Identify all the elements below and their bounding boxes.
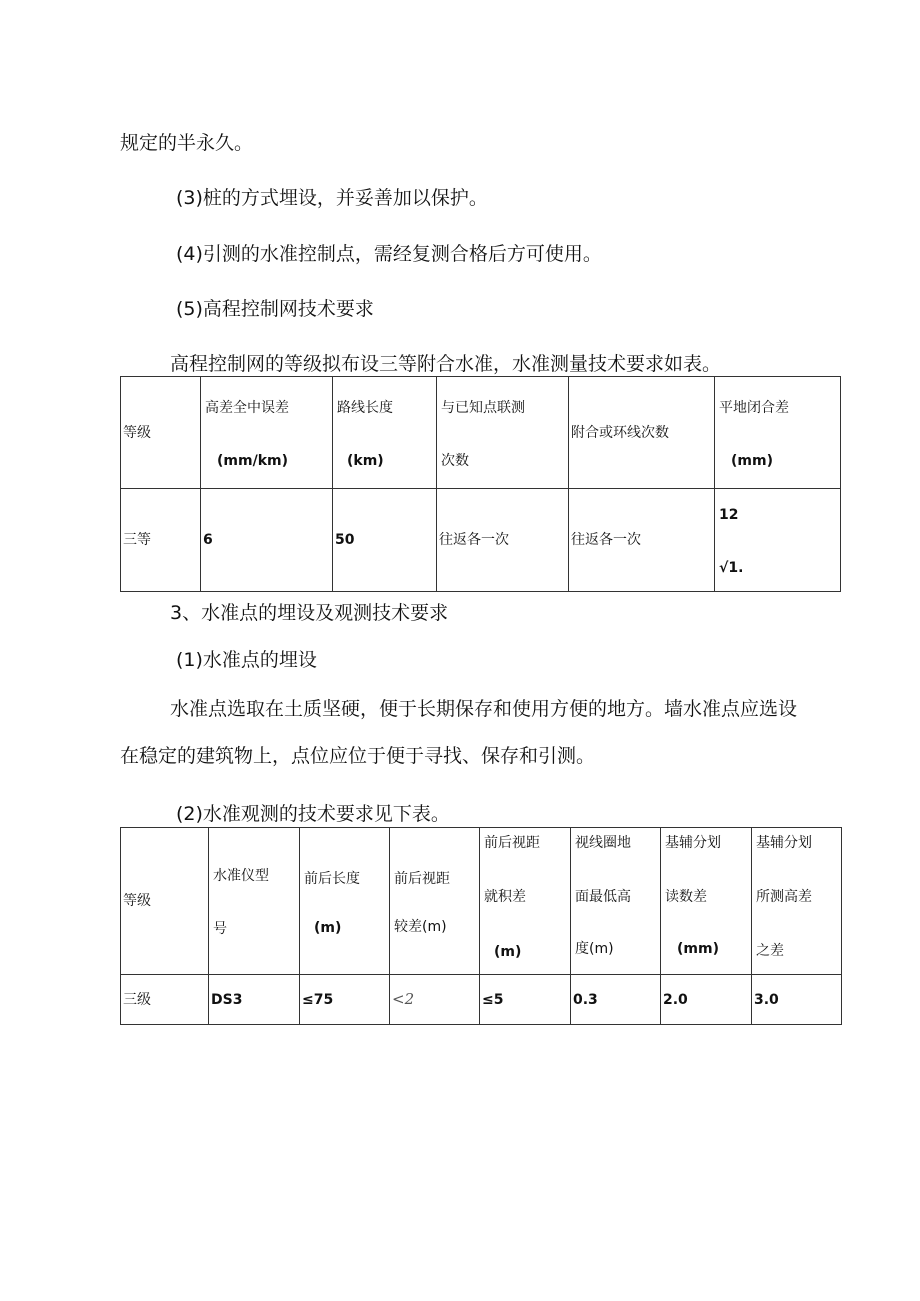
header-front-length: 前后长度 (m) [300,828,390,975]
table-row [121,975,842,1025]
cell-loop: 往返各一次 [569,489,715,592]
cell-sight: 0.3 [571,975,661,1025]
header-basic-reading: 基辅分划 读数差 (mm) [661,828,752,975]
table-header-row [121,828,842,975]
cell-basic: 2.0 [661,975,752,1025]
cell-error: 6 [201,489,333,592]
paragraph-benchmark-a: 水准点选取在土质坚硬，便于长期保存和使用方便的地方。墙水准点应选设 [170,698,798,720]
cell-accum: ≤5 [480,975,571,1025]
header-closure: 平地闭合差 (mm) [715,377,841,489]
cell-closure: 12 √1. [715,489,841,592]
paragraph-item-4: (4)引测的水准控制点，需经复测合格后方可使用。 [176,243,602,265]
paragraph-item-5: (5)高程控制网技术要求 [176,298,374,320]
observation-requirements-table [120,827,842,1025]
cell-connect: 往返各一次 [437,489,569,592]
header-loop: 附合或环线次数 [569,377,715,489]
header-distance-diff: 前后视距 较差(m) [390,828,480,975]
paragraph-permanent: 规定的半永久。 [120,132,254,154]
table-header-row [121,377,841,489]
cell-height: 3.0 [752,975,842,1025]
cell-grade: 三级 [121,975,209,1025]
header-grade: 等级 [121,828,209,975]
header-route-length: 路线长度 (km) [333,377,437,489]
leveling-requirements-table [120,376,841,592]
paragraph-item-3: (3)桩的方式埋设，并妥善加以保护。 [176,187,488,209]
paragraph-intro-table1: 高程控制网的等级拟布设三等附合水准，水准测量技术要求如表。 [170,353,722,375]
header-height-diff: 基辅分划 所测高差 之差 [752,828,842,975]
cell-grade: 三等 [121,489,201,592]
cell-model: DS3 [209,975,300,1025]
section-heading-3: 3、水准点的埋设及观测技术要求 [170,602,449,624]
paragraph-benchmark-b: 在稳定的建筑物上，点位应位于便于寻找、保存和引测。 [120,745,596,767]
paragraph-item-1: (1)水准点的埋设 [176,649,317,671]
header-sight-height: 视线圈地 面最低高 度(m) [571,828,661,975]
header-grade: 等级 [121,377,201,489]
header-error: 高差全中误差 (mm/km) [201,377,333,489]
cell-front: ≤75 [300,975,390,1025]
header-accum-diff: 前后视距 就积差 (m) [480,828,571,975]
paragraph-item-2: (2)水准观测的技术要求见下表。 [176,803,450,825]
header-connect: 与已知点联测 次数 [437,377,569,489]
table-row [121,489,841,592]
cell-diff: <2 [390,975,480,1025]
cell-route: 50 [333,489,437,592]
header-model: 水准仪型 号 [209,828,300,975]
